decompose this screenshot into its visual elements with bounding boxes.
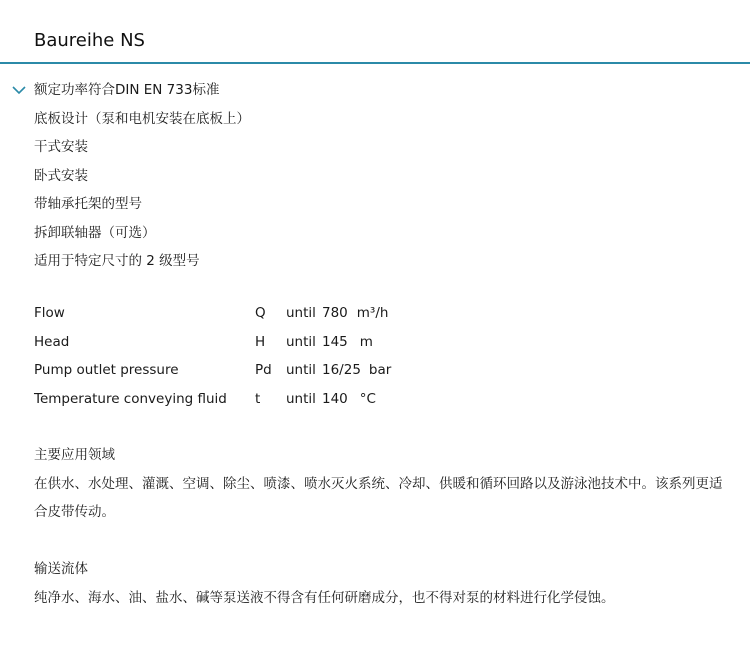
page-header [0,0,750,64]
spec-label: Head [34,333,70,350]
feature-item: 底板设计（泵和电机安装在底板上） [34,110,250,127]
spec-unit: m³/h [356,305,389,321]
spec-unit: °C [359,390,376,407]
applications-title: 主要应用领域 [34,447,115,463]
spec-label: Temperature conveying fluid [34,390,227,407]
feature-item: 拆卸联轴器（可选） [34,224,156,241]
applications-body: 在供水、水处理、灌溉、空调、除尘、喷漆、喷水灭火系统、冷却、供暖和循环回路以及游泳池技术中。该系列更适合皮带传动。 [34,475,723,520]
feature-item: 干式安装 [34,139,88,155]
applications-section [34,441,724,527]
spec-unit: bar [368,362,392,378]
spec-until: until [286,333,316,350]
spec-symbol: Pd [255,362,272,378]
spec-value: 140 [322,390,348,407]
fluids-body: 纯净水、海水、油、盐水、碱等泵送液不得含有任何研磨成分，也不得对泵的材料进行化学侵蚀。 [34,589,615,606]
spec-symbol: H [255,333,266,350]
spec-value-group [322,385,376,414]
fluids-title: 输送流体 [34,561,88,577]
chevron-down-icon[interactable] [11,81,27,93]
spec-symbol: t [255,390,261,407]
spec-until: until [286,362,316,378]
spec-until: until [286,390,316,407]
spec-label: Pump outlet pressure [34,362,179,378]
spec-label: Flow [34,305,65,321]
feature-item: 带轴承托架的型号 [34,196,142,212]
spec-value: 780 [322,305,348,321]
feature-item: 额定功率符合DIN EN 733标准 [34,82,220,98]
spec-value: 16/25 [322,362,361,378]
spec-value: 145 [322,333,348,350]
spec-value-group [322,356,391,385]
feature-item: 适用于特定尺寸的 2 级型号 [34,253,200,269]
fluids-section [34,555,724,612]
spec-value-group [322,328,373,357]
spec-until: until [286,305,316,321]
page-title: Baureihe NS [34,30,145,51]
spec-unit: m [359,333,373,350]
spec-symbol: Q [255,305,266,321]
spec-value-group [322,299,388,328]
feature-list [34,76,250,276]
feature-item: 卧式安装 [34,167,88,184]
